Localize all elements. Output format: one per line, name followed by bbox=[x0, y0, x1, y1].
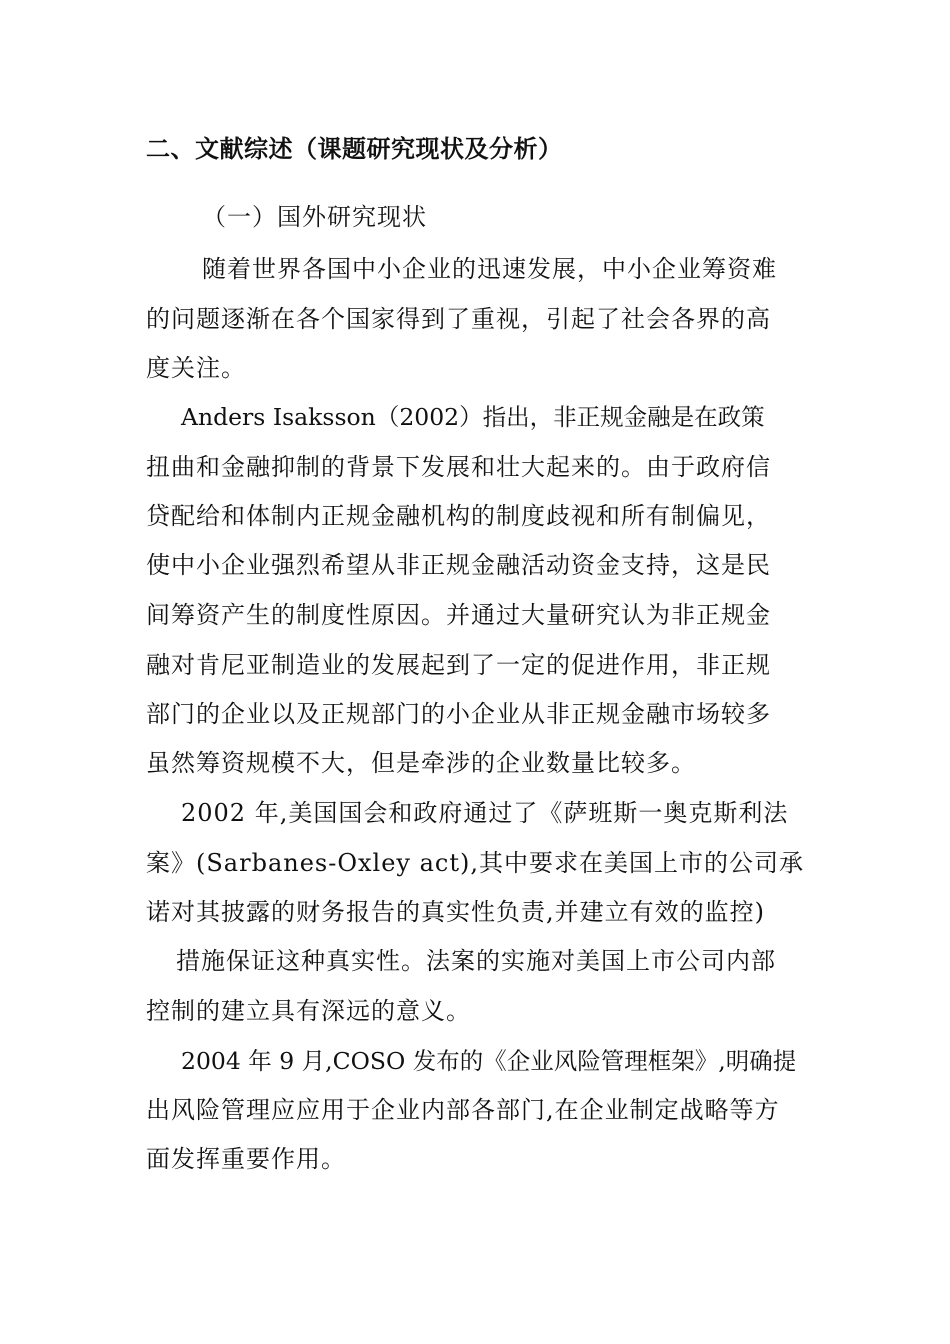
paragraph-line: 融对肯尼亚制造业的发展起到了一定的促进作用，非正规 bbox=[146, 651, 771, 679]
paragraph-line: 随着世界各国中小企业的迅速发展，中小企业筹资难 bbox=[202, 255, 777, 283]
paragraph-line: 控制的建立具有深远的意义。 bbox=[146, 997, 471, 1025]
paragraph-line: 措施保证这种真实性。法案的实施对美国上市公司内部 bbox=[176, 947, 776, 975]
paragraph-line: 的问题逐渐在各个国家得到了重视，引起了社会各界的高 bbox=[146, 305, 771, 333]
paragraph-line: 扭曲和金融抑制的背景下发展和壮大起来的。由于政府信 bbox=[146, 453, 771, 481]
paragraph-line: 案》(Sarbanes-Oxley act),其中要求在美国上市的公司承 bbox=[146, 849, 805, 877]
paragraph-line: 面发挥重要作用。 bbox=[146, 1145, 346, 1173]
paragraph-line: 出风险管理应应用于企业内部各部门,在企业制定战略等方 bbox=[146, 1096, 780, 1124]
section-title: 二、文献综述（课题研究现状及分析） bbox=[146, 135, 563, 163]
paragraph-line: 部门的企业以及正规部门的小企业从非正规金融市场较多 bbox=[146, 700, 771, 728]
paragraph-line: 2004 年 9 月,COSO 发布的《企业风险管理框架》,明确提 bbox=[181, 1047, 797, 1075]
paragraph-line: 2002 年,美国国会和政府通过了《萨班斯一奥克斯利法 bbox=[181, 799, 789, 827]
paragraph-line: 诺对其披露的财务报告的真实性负责,并建立有效的监控) bbox=[146, 898, 765, 926]
paragraph-line: 间筹资产生的制度性原因。并通过大量研究认为非正规金 bbox=[146, 601, 771, 629]
subsection-title: （一）国外研究现状 bbox=[202, 203, 427, 231]
paragraph-line: 度关注。 bbox=[146, 354, 246, 382]
paragraph-line: Anders Isaksson（2002）指出，非正规金融是在政策 bbox=[181, 403, 765, 431]
paragraph-line: 贷配给和体制内正规金融机构的制度歧视和所有制偏见， bbox=[146, 502, 771, 530]
paragraph-line: 使中小企业强烈希望从非正规金融活动资金支持，这是民 bbox=[146, 551, 771, 579]
paragraph-line: 虽然筹资规模不大，但是牵涉的企业数量比较多。 bbox=[146, 749, 696, 777]
